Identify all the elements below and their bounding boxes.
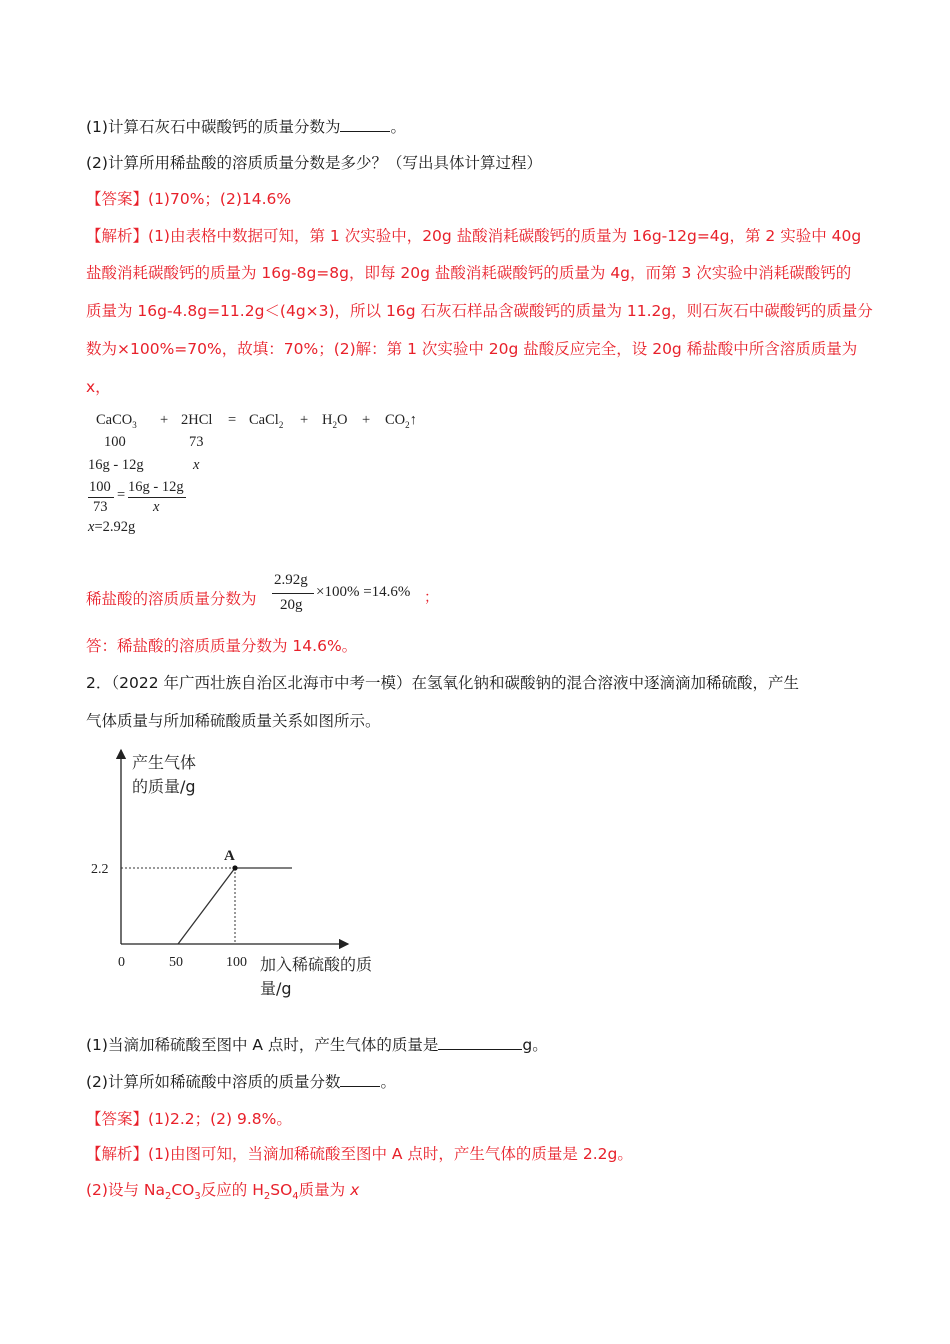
q1-answer bbox=[86, 188, 291, 210]
frac-left-den: 73 bbox=[93, 499, 108, 515]
q1-analysis-line-5: x， bbox=[86, 378, 111, 396]
answer-blank bbox=[340, 117, 390, 132]
q1-part1 bbox=[86, 116, 406, 138]
fraction-tail: ×100% =14.6% bbox=[316, 584, 411, 600]
eq-result: x=2.92g bbox=[88, 519, 136, 535]
q2-part2-text: (2)计算所如稀硫酸中溶质的质量分数 bbox=[86, 1073, 341, 1091]
eq-plus-1: + bbox=[160, 412, 169, 428]
y-tick-label: 2.2 bbox=[91, 862, 109, 877]
eq-value-caco3: 16g - 12g bbox=[88, 457, 144, 473]
frac-left-bar bbox=[88, 497, 114, 498]
y-label-line-2: 的质量/g bbox=[132, 777, 196, 796]
analysis-text: (1)由图可知，当滴加稀硫酸至图中 A 点时，产生气体的质量是 2.2g。 bbox=[148, 1145, 633, 1163]
answer-blank bbox=[438, 1035, 522, 1050]
frac-right-den: x bbox=[153, 499, 160, 515]
q2-part1-text: (1)当滴加稀硫酸至图中 A 点时，产生气体的质量是 bbox=[86, 1036, 439, 1054]
q2-part1-end: g。 bbox=[522, 1036, 548, 1054]
eq-cacl2: CaCl$_2$ bbox=[249, 412, 284, 430]
x-tick-label: 0 bbox=[118, 955, 125, 970]
fraction-num: 2.92g bbox=[274, 572, 308, 588]
answer-blank bbox=[340, 1072, 380, 1087]
x-label-line-1: 加入稀硫酸的质 bbox=[260, 955, 373, 974]
eq-plus-3: + bbox=[362, 412, 371, 428]
q1-analysis-line-1 bbox=[86, 225, 861, 247]
q1-fraction-line: 稀盐酸的溶质质量分数为 bbox=[86, 590, 257, 608]
eq-mass-hcl: 73 bbox=[189, 434, 204, 450]
q2-intro-1: 2．（2022 年广西壮族自治区北海市中考一模）在氢氧化钠和碳酸钠的混合溶液中逐滴滴加稀硫酸，产生 bbox=[86, 674, 799, 692]
q1-part1-text: (1)计算石灰石中碳酸钙的质量分数为 bbox=[86, 118, 341, 136]
q2-intro-2: 气体质量与所加稀硫酸质量关系如图所示。 bbox=[86, 712, 381, 730]
eq-co2: $CO_2↑$ bbox=[385, 412, 417, 430]
frac-left-num: 100 bbox=[89, 479, 111, 495]
answer-tag: 【答案】 bbox=[86, 1110, 149, 1128]
point-a-marker bbox=[232, 865, 237, 870]
q1-analysis-line-2: 盐酸消耗碳酸钙的质量为 16g-8g=8g，即每 20g 盐酸消耗碳酸钙的质量为 4g，而第 3 次实验中消耗碳酸钙的 bbox=[86, 264, 852, 282]
eq-caco3: CaCO$_3$ bbox=[96, 412, 137, 430]
answer-text: (1)70%；(2)14.6% bbox=[148, 190, 292, 208]
x-label-line-2: 量/g bbox=[260, 979, 292, 998]
eq-plus-2: + bbox=[300, 412, 309, 428]
fraction-end: ； bbox=[424, 590, 439, 606]
q2-part2 bbox=[86, 1071, 396, 1093]
frac-right-num: 16g - 12g bbox=[128, 479, 184, 495]
q2-part2-end: 。 bbox=[380, 1073, 396, 1091]
eq-hcl: 2HCl bbox=[181, 412, 213, 428]
fraction-bar bbox=[272, 593, 314, 594]
eq-var-x: x bbox=[193, 457, 200, 473]
eq-equals: = bbox=[228, 412, 237, 428]
q1-analysis-line-3: 质量为 16g-4.8g=11.2g＜(4g×3)，所以 16g 石灰石样品含碳酸钙的质量为 11.2g，则石灰石中碳酸钙的质量分 bbox=[86, 302, 873, 320]
q2-answer bbox=[86, 1108, 292, 1130]
q1-part2: (2)计算所用稀盐酸的溶质质量分数是多少？（写出具体计算过程） bbox=[86, 154, 542, 172]
analysis-text: (1)由表格中数据可知，第 1 次实验中，20g 盐酸消耗碳酸钙的质量为 16g-12g=4g，第 2 实验中 40g bbox=[148, 227, 862, 245]
x-tick-label: 100 bbox=[226, 955, 247, 970]
q1-part1-end: 。 bbox=[390, 118, 406, 136]
eq-h2o: $H_2O$ bbox=[322, 412, 348, 430]
fraction-den: 20g bbox=[280, 597, 303, 613]
gas-mass-chart bbox=[80, 742, 400, 1004]
q1-conclusion: 答：稀盐酸的溶质质量分数为 14.6%。 bbox=[86, 637, 358, 655]
x-tick-label: 50 bbox=[169, 955, 183, 970]
eq-mass-caco3: 100 bbox=[104, 434, 126, 450]
frac-right-bar bbox=[128, 497, 186, 498]
analysis-tag: 【解析】 bbox=[86, 1145, 149, 1163]
answer-text: (1)2.2；(2) 9.8%。 bbox=[148, 1110, 292, 1128]
q2-analysis-2: (2)设与 $Na_2CO_3$反应的 $H_2SO_4$质量为 x bbox=[86, 1181, 360, 1203]
answer-tag: 【答案】 bbox=[86, 190, 149, 208]
q2-analysis-1 bbox=[86, 1143, 633, 1165]
frac-equals: = bbox=[117, 487, 126, 503]
q2-part1 bbox=[86, 1034, 548, 1056]
analysis-tag: 【解析】 bbox=[86, 227, 149, 245]
q1-analysis-line-4: 数为×100%=70%，故填：70%；(2)解：第 1 次实验中 20g 盐酸反应完全，设 20g 稀盐酸中所含溶质质量为 bbox=[86, 340, 858, 358]
y-label-line-1: 产生气体 bbox=[132, 753, 197, 772]
point-a-label: A bbox=[224, 848, 235, 864]
